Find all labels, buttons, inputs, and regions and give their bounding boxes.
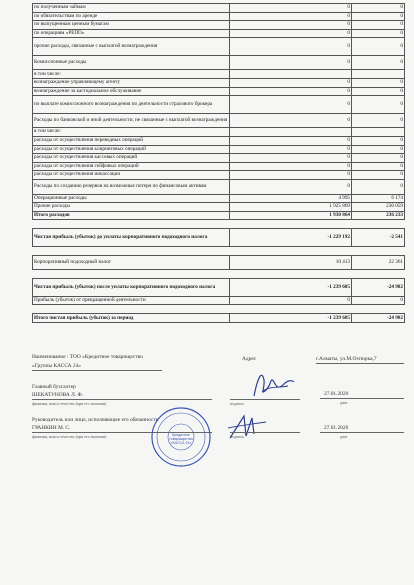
spacer-cell — [230, 270, 352, 279]
table-row — [33, 128, 405, 137]
org-name-1: ТОО «Кредитное товарищество — [69, 354, 143, 360]
row-label: Прибыль (убыток) от прекращенной деятельности — [33, 296, 230, 305]
table-row — [33, 203, 405, 212]
table-row — [33, 296, 405, 305]
row-label: Итого расходов — [33, 211, 230, 220]
table-row — [33, 279, 405, 297]
table-row — [33, 136, 405, 145]
spacer-cell — [33, 246, 230, 255]
accountant-name: ШЕКАТУНОВА Л. Ф. — [32, 392, 84, 398]
prior-period-value: 0 — [352, 4, 405, 13]
table-row — [33, 179, 405, 194]
stamp-text-line-1: Кредитное — [172, 433, 190, 437]
spacer-cell — [352, 220, 405, 229]
accountant-date-label: дата — [340, 400, 348, 405]
current-period-value: 0 — [230, 79, 352, 88]
accountant-title: Главный бухгалтер — [32, 384, 76, 390]
prior-period-value: 22 361 — [352, 255, 405, 270]
prior-period-value: 0 — [352, 145, 405, 154]
row-label: в том числе: — [33, 70, 230, 79]
spacer-cell — [33, 220, 230, 229]
head-date: 27.01.2020 — [324, 425, 349, 431]
row-label: по операциям «РЕПО» — [33, 29, 230, 38]
row-label: Чистая прибыль (убыток) до уплаты корпоративного подоходного налога — [33, 229, 230, 247]
prior-period-value: -2 541 — [352, 229, 405, 247]
row-label: по обязательствам по аренде — [33, 12, 230, 21]
row-label: в том числе: — [33, 128, 230, 137]
prior-period-value: 0 — [352, 136, 405, 145]
table-row — [33, 79, 405, 88]
current-period-value: -1 229 192 — [230, 229, 352, 247]
row-label: Операционные расходы — [33, 194, 230, 203]
spacer-cell — [352, 270, 405, 279]
row-label: Расходы по банковской и иной деятельности, не связанные с выплатой вознаграждения — [33, 113, 230, 128]
prior-period-value: 0 — [352, 171, 405, 180]
prior-period-value: 6 174 — [352, 194, 405, 203]
spacer-row — [33, 246, 405, 255]
spacer-cell — [352, 246, 405, 255]
spacer-cell — [352, 305, 405, 314]
current-period-value: 0 — [230, 29, 352, 38]
current-period-value: 0 — [230, 154, 352, 163]
address-underline — [316, 363, 404, 364]
prior-period-value: -24 902 — [352, 279, 405, 297]
prior-period-value: 0 — [352, 12, 405, 21]
row-label: по выплате комиссионного вознаграждения по деятельности страхового брокера — [33, 96, 230, 114]
spacer-row — [33, 220, 405, 229]
table-row — [33, 211, 405, 220]
prior-period-value: 0 — [352, 55, 405, 70]
current-period-value: 0 — [230, 136, 352, 145]
head-title: Руководитель или лицо, исполняющее его обязанности — [32, 417, 159, 423]
current-period-value — [230, 70, 352, 79]
table-row — [33, 29, 405, 38]
prior-period-value: 0 — [352, 154, 405, 163]
table-row — [33, 96, 405, 114]
current-period-value: 0 — [230, 113, 352, 128]
current-period-value: 0 — [230, 87, 352, 96]
org-underline — [32, 370, 162, 371]
current-period-value: 0 — [230, 12, 352, 21]
current-period-value: 1 925 869 — [230, 203, 352, 212]
stamp-text-line-3: «КАССА 24» — [170, 441, 192, 445]
table-row — [33, 55, 405, 70]
head-date-underline — [320, 432, 404, 433]
current-period-value: 0 — [230, 171, 352, 180]
head-signature-hint: подпись — [230, 434, 244, 439]
prior-period-value: 0 — [352, 87, 405, 96]
current-period-value: 4 995 — [230, 194, 352, 203]
prior-period-value: 0 — [352, 96, 405, 114]
row-label: расходы от осуществления переводных операций — [33, 136, 230, 145]
table-row — [33, 255, 405, 270]
current-period-value: -1 239 605 — [230, 314, 352, 323]
spacer-cell — [33, 270, 230, 279]
row-label: по выпущенным ценным бумагам — [33, 21, 230, 30]
prior-period-value: 230 059 — [352, 203, 405, 212]
table-row — [33, 87, 405, 96]
head-name-hint: фамилия, имя и отчество (при его наличии) — [32, 434, 107, 439]
row-label: расходы от осуществления сейфовых операций — [33, 162, 230, 171]
row-label: расходы от осуществления инкассации — [33, 171, 230, 180]
org-label: Наименование : — [32, 354, 69, 360]
prior-period-value: 0 — [352, 79, 405, 88]
current-period-value: 1 930 864 — [230, 211, 352, 220]
head-signature-line — [230, 432, 300, 433]
prior-period-value — [352, 70, 405, 79]
org-label-line — [32, 354, 143, 360]
current-period-value: 0 — [230, 38, 352, 56]
head-name: ГРАНКИН М. С. — [32, 425, 71, 431]
table-row — [33, 162, 405, 171]
current-period-value: 0 — [230, 55, 352, 70]
table-row — [33, 229, 405, 247]
row-label: вознаграждение за кастодиальное обслуживание — [33, 87, 230, 96]
table-row — [33, 154, 405, 163]
prior-period-value: 0 — [352, 162, 405, 171]
prior-period-value: 236 233 — [352, 211, 405, 220]
row-label: вознаграждение управляющему агенту — [33, 79, 230, 88]
row-label: Итого чистая прибыль (убыток) за период — [33, 314, 230, 323]
current-period-value — [230, 128, 352, 137]
current-period-value: 0 — [230, 96, 352, 114]
table-row — [33, 12, 405, 21]
prior-period-value: 0 — [352, 179, 405, 194]
prior-period-value: 0 — [352, 29, 405, 38]
row-label: Корпоративный подоходный налог — [33, 255, 230, 270]
prior-period-value: 0 — [352, 21, 405, 30]
current-period-value: -1 239 605 — [230, 279, 352, 297]
table-row — [33, 314, 405, 323]
accountant-signature-hint: подпись — [230, 401, 244, 406]
spacer-row — [33, 305, 405, 314]
spacer-cell — [230, 305, 352, 314]
head-date-label: дата — [340, 434, 348, 439]
address-label: Адрес — [242, 356, 257, 362]
row-label: Чистая прибыль (убыток) после уплаты корпоративного подоходного налога — [33, 279, 230, 297]
table-row — [33, 70, 405, 79]
prior-period-value: 0 — [352, 296, 405, 305]
current-period-value: 0 — [230, 21, 352, 30]
spacer-cell — [230, 246, 352, 255]
row-label: Прочие расходы — [33, 203, 230, 212]
company-stamp — [150, 406, 212, 468]
spacer-cell — [33, 305, 230, 314]
row-label: расходы от осуществления кассовых операций — [33, 154, 230, 163]
table-row — [33, 21, 405, 30]
prior-period-value: -24 902 — [352, 314, 405, 323]
table-row — [33, 171, 405, 180]
row-label: расходы от осуществления клиринговых операций — [33, 145, 230, 154]
address-value: г.Алматы, ул.М.Озтюрка,7 — [316, 356, 377, 362]
accountant-name-hint: фамилия, имя и отчество (при его наличии) — [32, 401, 107, 406]
row-label: Расходы по созданию резервов на возможные потери по финансовым активам — [33, 179, 230, 194]
table-row — [33, 4, 405, 13]
current-period-value: 0 — [230, 296, 352, 305]
accountant-signature — [248, 366, 298, 402]
table-row — [33, 113, 405, 128]
stamp-text-line-2: товарищество — [169, 437, 193, 441]
row-label: Комиссионные расходы — [33, 55, 230, 70]
row-label: по полученным займам — [33, 4, 230, 13]
org-name-2: «Группы КАССА 24» — [32, 363, 81, 369]
prior-period-value: 0 — [352, 38, 405, 56]
financial-table — [32, 3, 405, 323]
current-period-value: 0 — [230, 162, 352, 171]
row-label: прочие расходы, связанные с выплатой вознаграждения — [33, 38, 230, 56]
current-period-value: 0 — [230, 179, 352, 194]
prior-period-value — [352, 128, 405, 137]
accountant-date: 27.01.2020 — [324, 391, 349, 397]
prior-period-value: 0 — [352, 113, 405, 128]
current-period-value: 0 — [230, 145, 352, 154]
spacer-cell — [230, 220, 352, 229]
current-period-value: 0 — [230, 4, 352, 13]
current-period-value: 10 413 — [230, 255, 352, 270]
accountant-underline — [32, 399, 212, 400]
spacer-row — [33, 270, 405, 279]
accountant-date-underline — [320, 398, 404, 399]
table-row — [33, 194, 405, 203]
table-row — [33, 145, 405, 154]
table-row — [33, 38, 405, 56]
